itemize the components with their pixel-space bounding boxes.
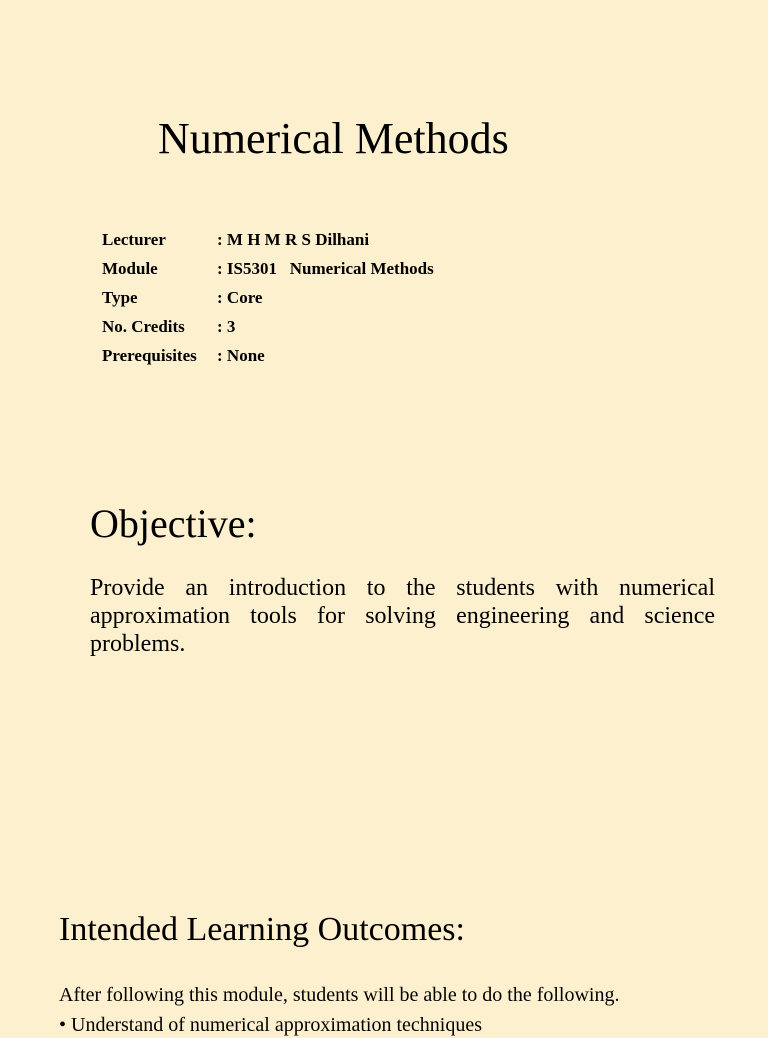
info-label: Prerequisites xyxy=(102,346,197,365)
info-value: : IS5301 Numerical Methods xyxy=(217,259,434,278)
info-label: Lecturer xyxy=(102,230,166,249)
info-value: : None xyxy=(217,346,265,365)
info-label: Type xyxy=(102,288,138,307)
learning-outcomes-heading: Intended Learning Outcomes: xyxy=(59,911,465,948)
info-value: : Core xyxy=(217,288,263,307)
module-info-table xyxy=(102,227,434,372)
objective-text: Provide an introduction to the students with numerical approximation tools for solving engineering and science problems. xyxy=(90,575,715,657)
info-value: : 3 xyxy=(217,317,236,336)
info-label: Module xyxy=(102,259,158,278)
info-row-lecturer xyxy=(102,227,434,256)
objective-heading: Objective: xyxy=(90,501,257,546)
learning-outcome-item: • Understand of numerical approximation techniques xyxy=(59,1014,482,1036)
info-row-credits xyxy=(102,314,434,343)
page-title: Numerical Methods xyxy=(158,114,509,163)
info-label: No. Credits xyxy=(102,317,185,336)
info-value: : M H M R S Dilhani xyxy=(217,230,370,249)
learning-outcomes-intro: After following this module, students will be able to do the following. xyxy=(59,984,620,1006)
info-row-prerequisites xyxy=(102,343,434,372)
info-row-module xyxy=(102,256,434,285)
info-row-type xyxy=(102,285,434,314)
